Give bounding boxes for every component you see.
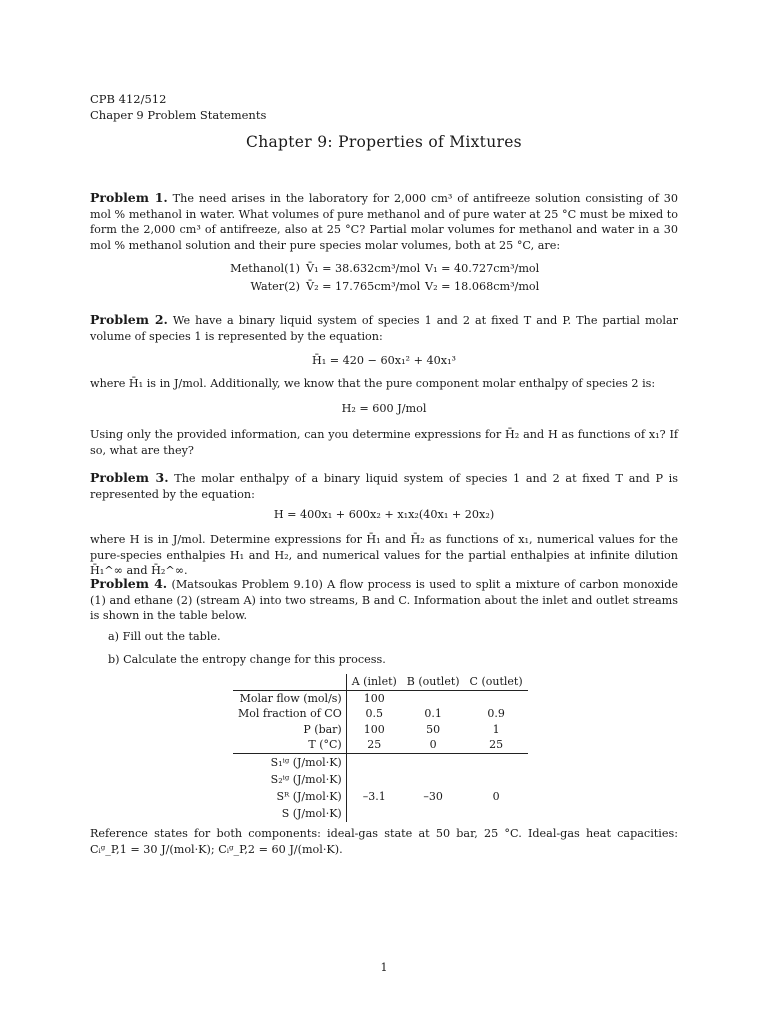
table-cell: [346, 753, 402, 771]
partial-volume-table: [0, 262, 768, 298]
table-cell: [402, 690, 465, 706]
equation-h2: H₂ = 600 J/mol: [341, 402, 427, 415]
document-subtitle: Chaper 9 Problem Statements: [90, 108, 267, 122]
partial-volume: V̄₁ = 38.632cm³/mol: [306, 262, 421, 275]
table-cell: [465, 771, 528, 788]
problem-4-heading: Problem 4.: [90, 576, 168, 591]
problem-2-text-3: Using only the provided information, can you determine expressions for H̄₂ and H as functions of x₁? If so, what are they?: [90, 428, 678, 457]
row-label: S₂ⁱᵍ (J/mol·K): [233, 771, 346, 788]
table-cell: 1: [492, 722, 500, 736]
table-cell: 0.5: [365, 707, 383, 721]
table-cell: [465, 690, 528, 706]
row-label: T (°C): [233, 737, 346, 753]
table-cell: 25: [346, 737, 402, 753]
table-row: [233, 805, 528, 822]
task-b: b) Calculate the entropy change for this process.: [108, 653, 386, 666]
table-row: [233, 771, 528, 788]
table-cell: 100: [363, 722, 385, 736]
table-cell: –30: [423, 789, 443, 803]
column-header: A (inlet): [346, 674, 402, 690]
problem-1-text: The need arises in the laboratory for 2,000 cm³ of antifreeze solution consisting of 30 mol % methanol in water. What volumes of pure methanol and of pure water at 25 °C must be mixed to form the 2,000 cm³ of antifreeze, also at 25 °C? Partial molar volumes for methanol and water in a 30 mol % methanol solution and their pure species molar volumes, both at 25 °C, are:: [90, 192, 678, 252]
course-code: CPB 412/512: [90, 92, 167, 106]
species-label: Methanol(1): [230, 262, 300, 275]
table-row: [233, 753, 528, 771]
row-label: Sᴿ (J/mol·K): [233, 788, 346, 805]
pure-volume: V₁ = 40.727cm³/mol: [425, 262, 540, 275]
table-cell: 0.9: [487, 707, 505, 721]
problem-2: [90, 312, 678, 344]
problem-3-heading: Problem 3.: [90, 470, 169, 485]
page-number: 1: [380, 961, 388, 974]
table-cell: [346, 771, 402, 788]
table-row: [233, 690, 528, 706]
problem-2-text-2: where H̄₁ is in J/mol. Additionally, we know that the pure component molar enthalpy of species 2 is:: [90, 377, 656, 390]
problem-4: [90, 576, 678, 624]
row-label: S₁ⁱᵍ (J/mol·K): [233, 753, 346, 771]
table-cell: [402, 805, 465, 822]
table-cell: 100: [363, 691, 385, 705]
table-row: [233, 737, 528, 753]
species-label: Water(2): [250, 280, 300, 293]
task-a: a) Fill out the table.: [108, 630, 221, 643]
table-cell: [402, 771, 465, 788]
chapter-title: Chapter 9: Properties of Mixtures: [246, 133, 522, 151]
row-label: P (bar): [233, 722, 346, 738]
row-label: Molar flow (mol/s): [233, 690, 346, 706]
table-row: [233, 722, 528, 738]
table-cell: [402, 753, 465, 771]
row-label: S (J/mol·K): [233, 805, 346, 822]
table-cell: 0: [492, 789, 500, 803]
problem-2-text: We have a binary liquid system of species 1 and 2 at fixed T and P. The partial molar volume of species 1 is represented by the equation:: [90, 314, 678, 343]
equation-h: H = 400x₁ + 600x₂ + x₁x₂(40x₁ + 20x₂): [273, 508, 495, 521]
equation-h1: H̄₁ = 420 − 60x₁² + 40x₁³: [311, 354, 457, 367]
table-cell: [465, 753, 528, 771]
problem-4-text: (Matsoukas Problem 9.10) A flow process is used to split a mixture of carbon monoxide (1) and ethane (2) (stream A) into two streams, B and C. Information about the inlet and outlet streams is shown in the table below.: [90, 578, 678, 623]
table-cell: 25: [465, 737, 528, 753]
table-cell: 50: [426, 722, 441, 736]
stream-table: [233, 674, 528, 822]
problem-3-text-2: where H is in J/mol. Determine expressions for H̄₁ and H̄₂ as functions of x₁, numerical values for the pure-species enthalpies H₁ and H₂, and numerical values for the partial enthalpies at infinite dilution H̄₁^∞ and H̄₂^∞.: [90, 533, 678, 578]
problem-1-heading: Problem 1.: [90, 190, 168, 205]
problem-2-heading: Problem 2.: [90, 312, 168, 327]
row-label: Mol fraction of CO: [233, 706, 346, 722]
problem-3-text: The molar enthalpy of a binary liquid system of species 1 and 2 at fixed T and P is represented by the equation:: [90, 472, 678, 501]
problem-3: [90, 470, 678, 502]
column-header: C (outlet): [465, 674, 528, 690]
table-cell: –3.1: [362, 789, 386, 803]
table-row: [233, 788, 528, 805]
table-corner: [233, 674, 346, 690]
table-cell: 0.1: [424, 707, 442, 721]
pure-volume: V₂ = 18.068cm³/mol: [425, 280, 540, 293]
table-cell: 0: [402, 737, 465, 753]
partial-volume: V̄₂ = 17.765cm³/mol: [306, 280, 421, 293]
table-cell: [346, 805, 402, 822]
problem-1: [90, 190, 678, 253]
table-cell: [465, 805, 528, 822]
table-row: [233, 706, 528, 722]
problem-4-footer: Reference states for both components: ideal-gas state at 50 bar, 25 °C. Ideal-gas heat capacities: Cᵢᵍ_P,1 = 30 J/(mol·K); Cᵢᵍ_P,2 = 60 J/(mol·K).: [90, 827, 678, 856]
column-header: B (outlet): [402, 674, 465, 690]
